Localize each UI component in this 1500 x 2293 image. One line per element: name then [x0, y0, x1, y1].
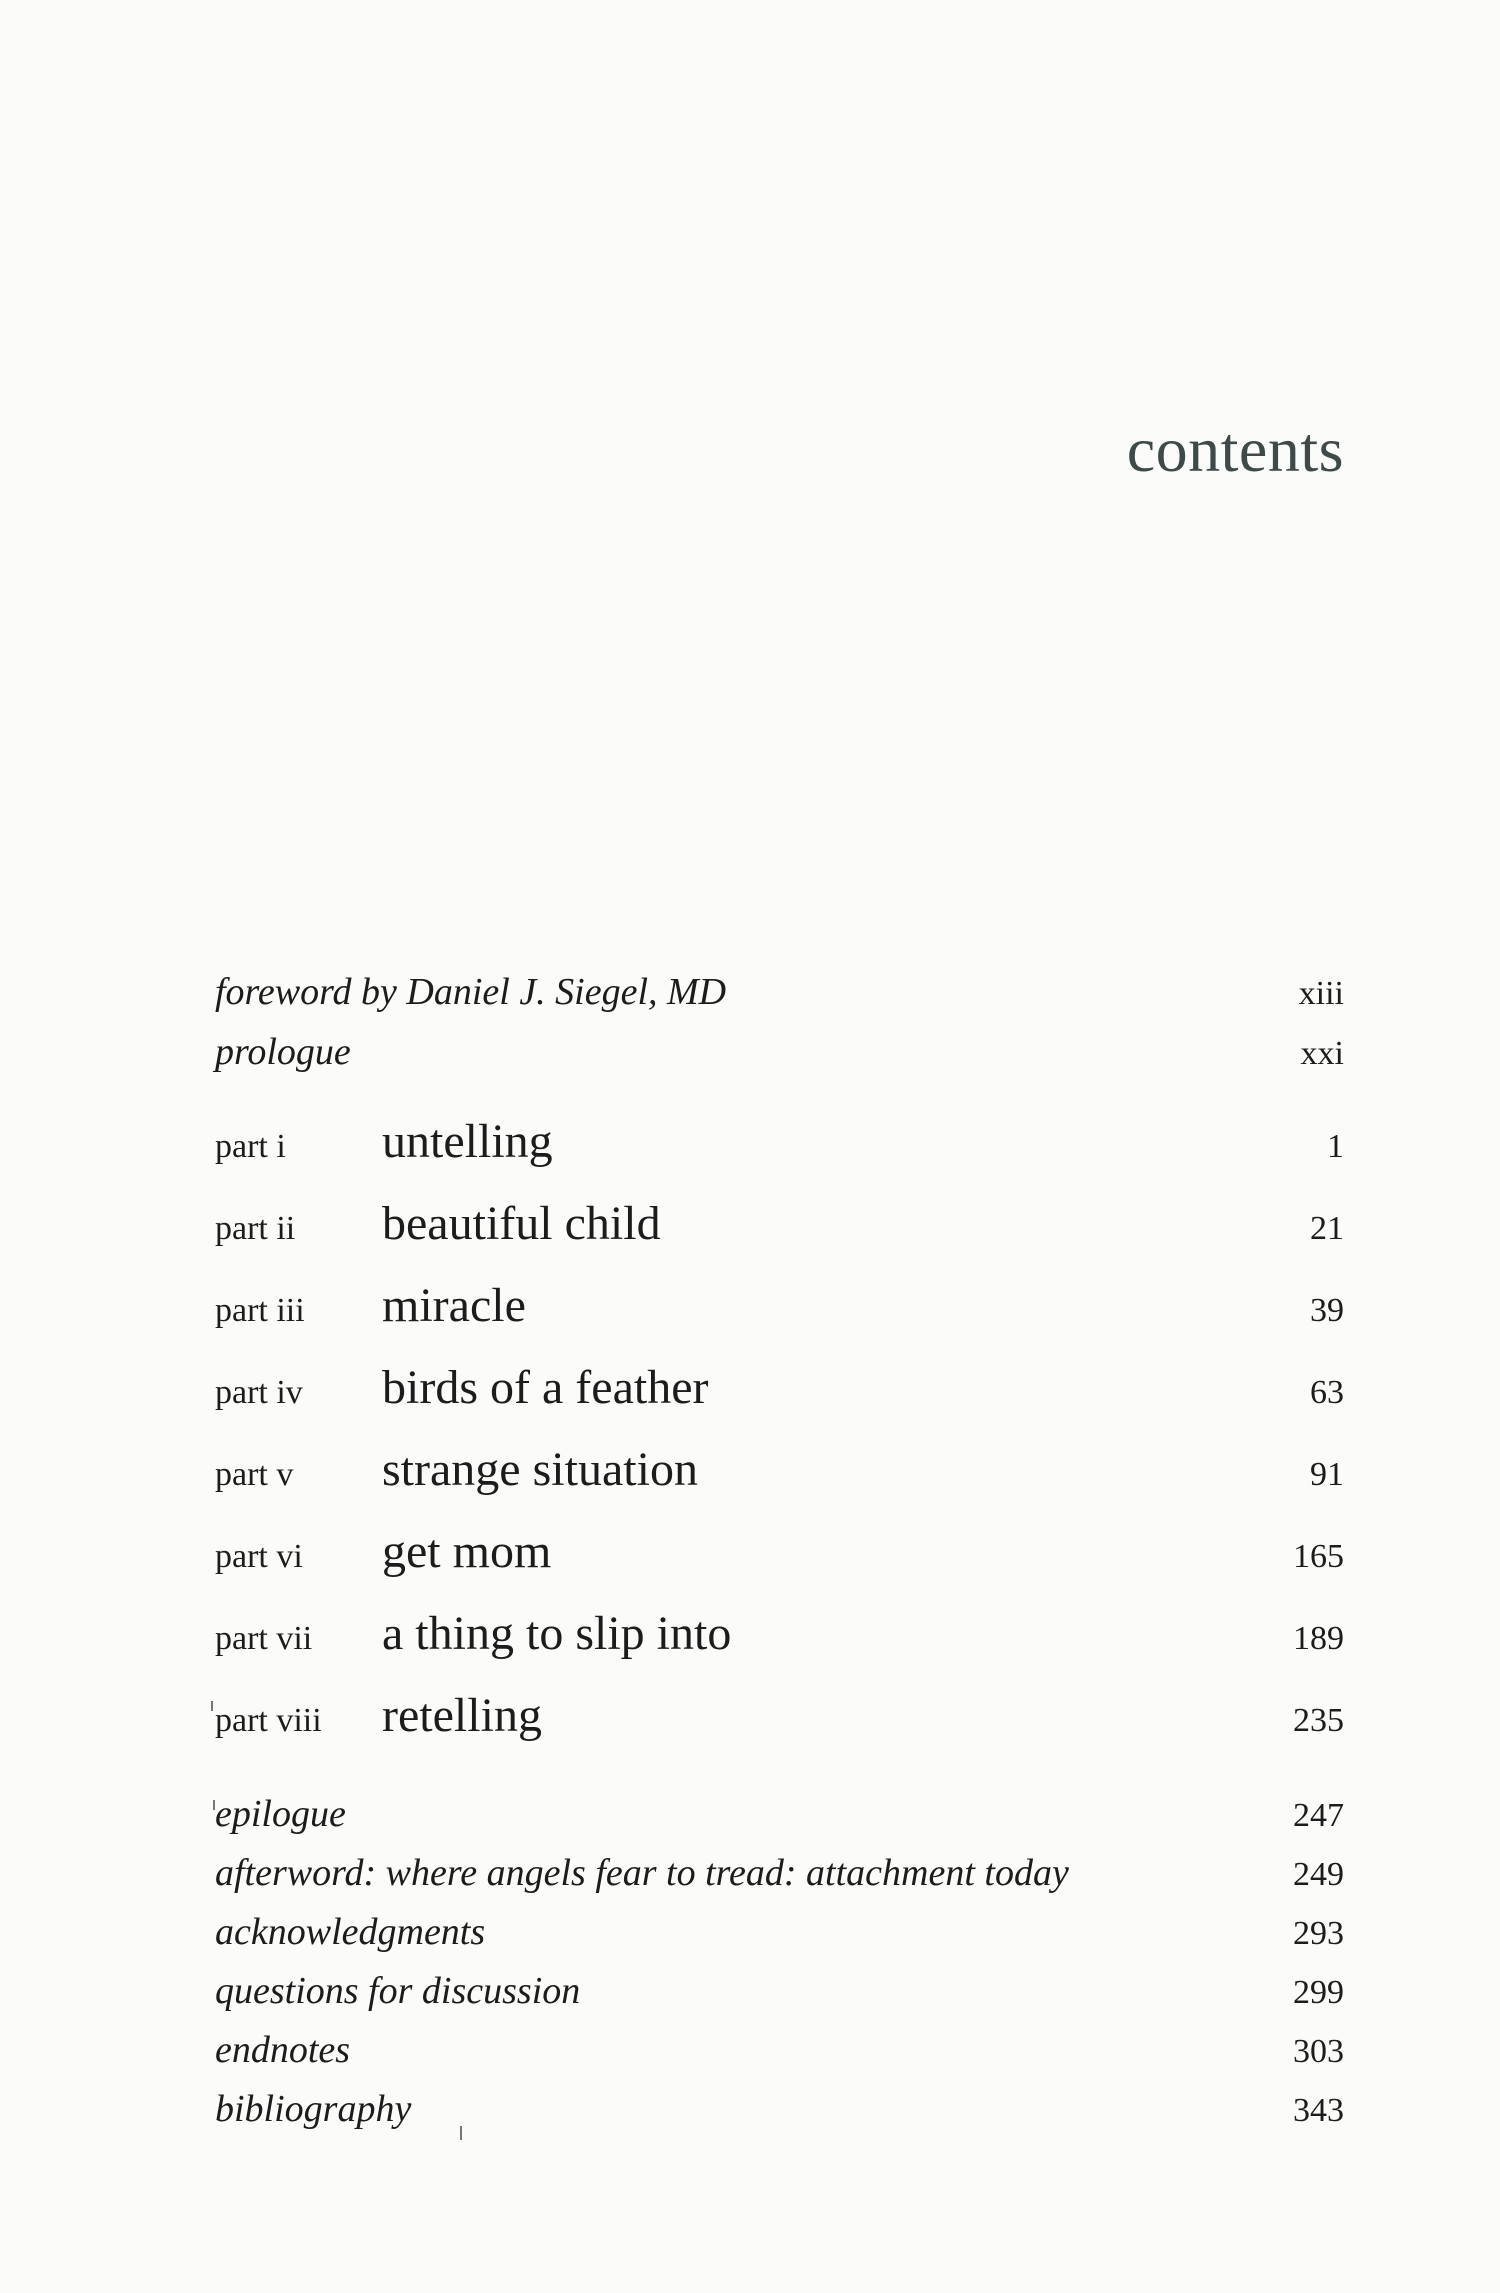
- part-number: part viii: [215, 1702, 322, 1739]
- part-number: part vi: [215, 1538, 303, 1575]
- toc-entry-page: 303: [1293, 2033, 1344, 2070]
- toc-entry-label: prologue: [215, 1031, 351, 1073]
- toc-part-5[interactable]: [215, 1442, 1344, 1497]
- toc-part-8[interactable]: [215, 1688, 1344, 1743]
- toc-entry-prologue[interactable]: [215, 1030, 1344, 1074]
- scan-speck: [211, 1701, 213, 1711]
- scan-speck: [213, 1800, 215, 1810]
- toc-entry-page: 63: [1310, 1374, 1344, 1411]
- toc-entry-page: 299: [1293, 1974, 1344, 2011]
- toc-entry-acknowledgments[interactable]: [215, 1910, 1344, 1954]
- toc-entry-label: bibliography: [215, 2088, 412, 2130]
- toc-entry-label: endnotes: [215, 2029, 351, 2071]
- toc-entry-label: foreword by Daniel J. Siegel, MD: [215, 971, 727, 1013]
- toc-entry-label: epilogue: [215, 1793, 346, 1835]
- toc-entry-page: 91: [1310, 1456, 1344, 1493]
- part-number: part v: [215, 1456, 294, 1493]
- toc-part-7[interactable]: [215, 1606, 1344, 1661]
- toc-entry-label: acknowledgments: [215, 1911, 486, 1953]
- toc-part-3[interactable]: [215, 1278, 1344, 1333]
- toc-entry-endnotes[interactable]: [215, 2028, 1344, 2072]
- part-number: part vii: [215, 1620, 313, 1657]
- part-title: get mom: [382, 1525, 552, 1578]
- part-title: a thing to slip into: [382, 1607, 732, 1660]
- toc-entry-page: 165: [1293, 1538, 1344, 1575]
- part-number: part i: [215, 1128, 286, 1165]
- part-title: birds of a feather: [382, 1361, 709, 1414]
- toc-entry-page: 21: [1310, 1210, 1344, 1247]
- part-number: part iii: [215, 1292, 305, 1329]
- toc-part-4[interactable]: [215, 1360, 1344, 1415]
- toc-entry-page: xiii: [1298, 975, 1344, 1012]
- toc-entry-page: 1: [1327, 1128, 1344, 1165]
- part-title: beautiful child: [382, 1197, 661, 1250]
- toc-entry-page: 293: [1293, 1915, 1344, 1952]
- toc-entry-label: questions for discussion: [215, 1970, 581, 2012]
- toc-entry-page: 39: [1310, 1292, 1344, 1329]
- toc-entry-epilogue[interactable]: [215, 1792, 1344, 1836]
- part-number: part ii: [215, 1210, 296, 1247]
- part-title: strange situation: [382, 1443, 698, 1496]
- scan-speck: [460, 2126, 462, 2140]
- part-number: part iv: [215, 1374, 303, 1411]
- part-title: untelling: [382, 1115, 553, 1168]
- toc-entry-foreword[interactable]: [215, 970, 1344, 1014]
- part-title: miracle: [382, 1279, 526, 1332]
- toc-entry-page: xxi: [1300, 1035, 1344, 1072]
- part-title: retelling: [382, 1689, 542, 1742]
- toc-entry-page: 235: [1293, 1702, 1344, 1739]
- toc-entry-bibliography[interactable]: [215, 2087, 1344, 2131]
- toc-part-1[interactable]: [215, 1114, 1344, 1169]
- toc-entry-page: 343: [1293, 2092, 1344, 2129]
- toc-entry-questions[interactable]: [215, 1969, 1344, 2013]
- toc-entry-page: 249: [1293, 1856, 1344, 1893]
- toc-entry-afterword[interactable]: [215, 1851, 1344, 1895]
- page-title: contents: [1126, 414, 1344, 485]
- toc-part-6[interactable]: [215, 1524, 1344, 1579]
- toc-part-2[interactable]: [215, 1196, 1344, 1251]
- toc-entry-page: 247: [1293, 1797, 1344, 1834]
- toc-entry-page: 189: [1293, 1620, 1344, 1657]
- toc-entry-label: afterword: where angels fear to tread: attachment today: [215, 1852, 1069, 1894]
